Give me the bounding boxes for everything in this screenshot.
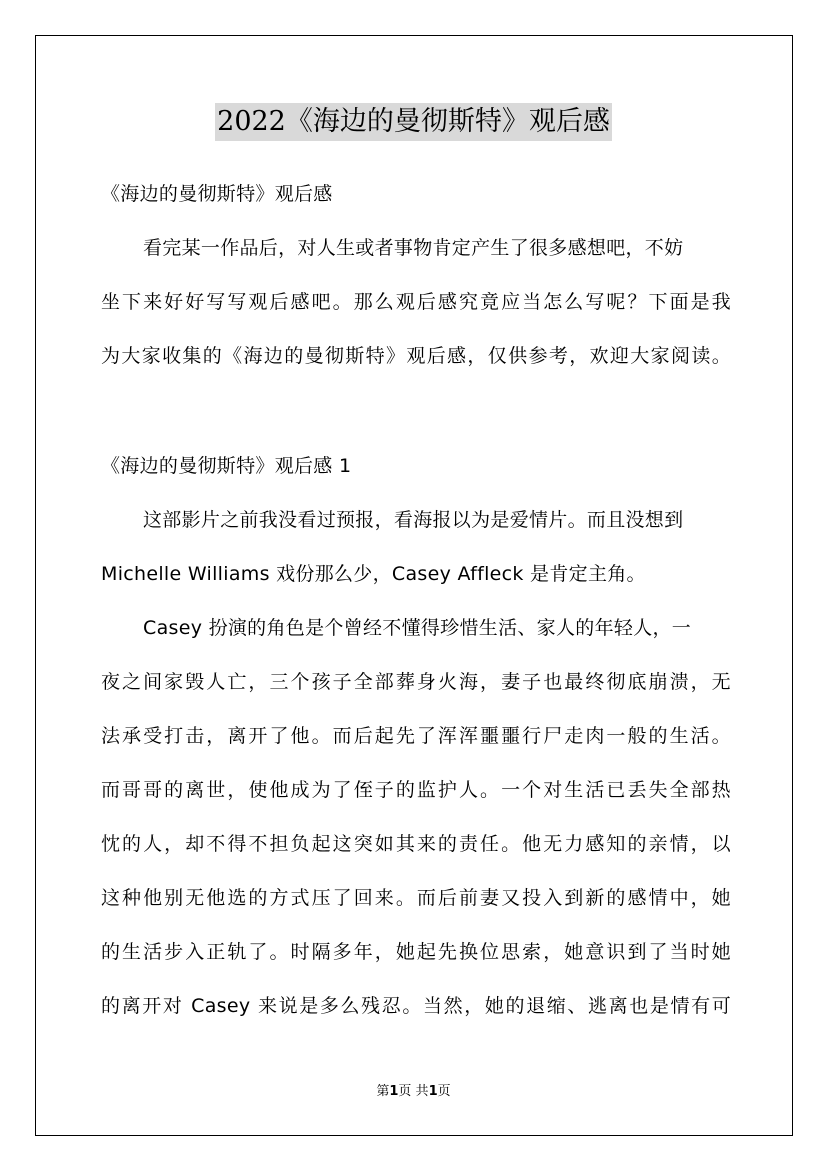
document-subtitle: 《海边的曼彻斯特》观后感 [101, 183, 333, 205]
page-footer [0, 1083, 827, 1101]
footer-mid: 页 共 [398, 1084, 429, 1099]
intro-line: 为大家收集的《海边的曼彻斯特》观后感，仅供参考，欢迎大家阅读。 [101, 345, 731, 367]
footer-suffix: 页 [437, 1084, 451, 1099]
paragraph-line: 而哥哥的离世，使他成为了侄子的监护人。一个对生活已丢失全部热 [101, 779, 731, 801]
paragraph-line: 法承受打击，离开了他。而后起先了浑浑噩噩行尸走肉一般的生活。 [101, 725, 731, 747]
intro-line: 看完某一作品后，对人生或者事物肯定产生了很多感想吧，不妨 [143, 237, 684, 259]
footer-page-current: 1 [389, 1084, 399, 1099]
paragraph-line: Michelle Williams 戏份那么少，Casey Affleck 是肯定主角。 [101, 563, 646, 585]
footer-prefix: 第 [376, 1084, 390, 1099]
title-container [0, 103, 827, 141]
paragraph-line: Casey 扮演的角色是个曾经不懂得珍惜生活、家人的年轻人，一 [143, 617, 692, 639]
footer-page-total: 1 [428, 1084, 438, 1099]
paragraph-line: 的离开对 Casey 来说是多么残忍。当然，她的退缩、逃离也是情有可 [101, 995, 731, 1017]
paragraph-line: 这部影片之前我没看过预报，看海报以为是爱情片。而且没想到 [143, 509, 684, 531]
paragraph-line: 这种他别无他选的方式压了回来。而后前妻又投入到新的感情中，她 [101, 887, 731, 909]
intro-line: 坐下来好好写写观后感吧。那么观后感究竟应当怎么写呢？下面是我 [101, 291, 731, 313]
document-title: 2022《海边的曼彻斯特》观后感 [215, 103, 612, 141]
paragraph-line: 夜之间家毁人亡，三个孩子全部葬身火海，妻子也最终彻底崩溃，无 [101, 671, 731, 693]
paragraph-line: 的生活步入正轨了。时隔多年，她起先换位思索，她意识到了当时她 [101, 941, 731, 963]
section-heading: 《海边的曼彻斯特》观后感 1 [101, 455, 352, 477]
paragraph-line: 忱的人，却不得不担负起这突如其来的责任。他无力感知的亲情，以 [101, 833, 731, 855]
